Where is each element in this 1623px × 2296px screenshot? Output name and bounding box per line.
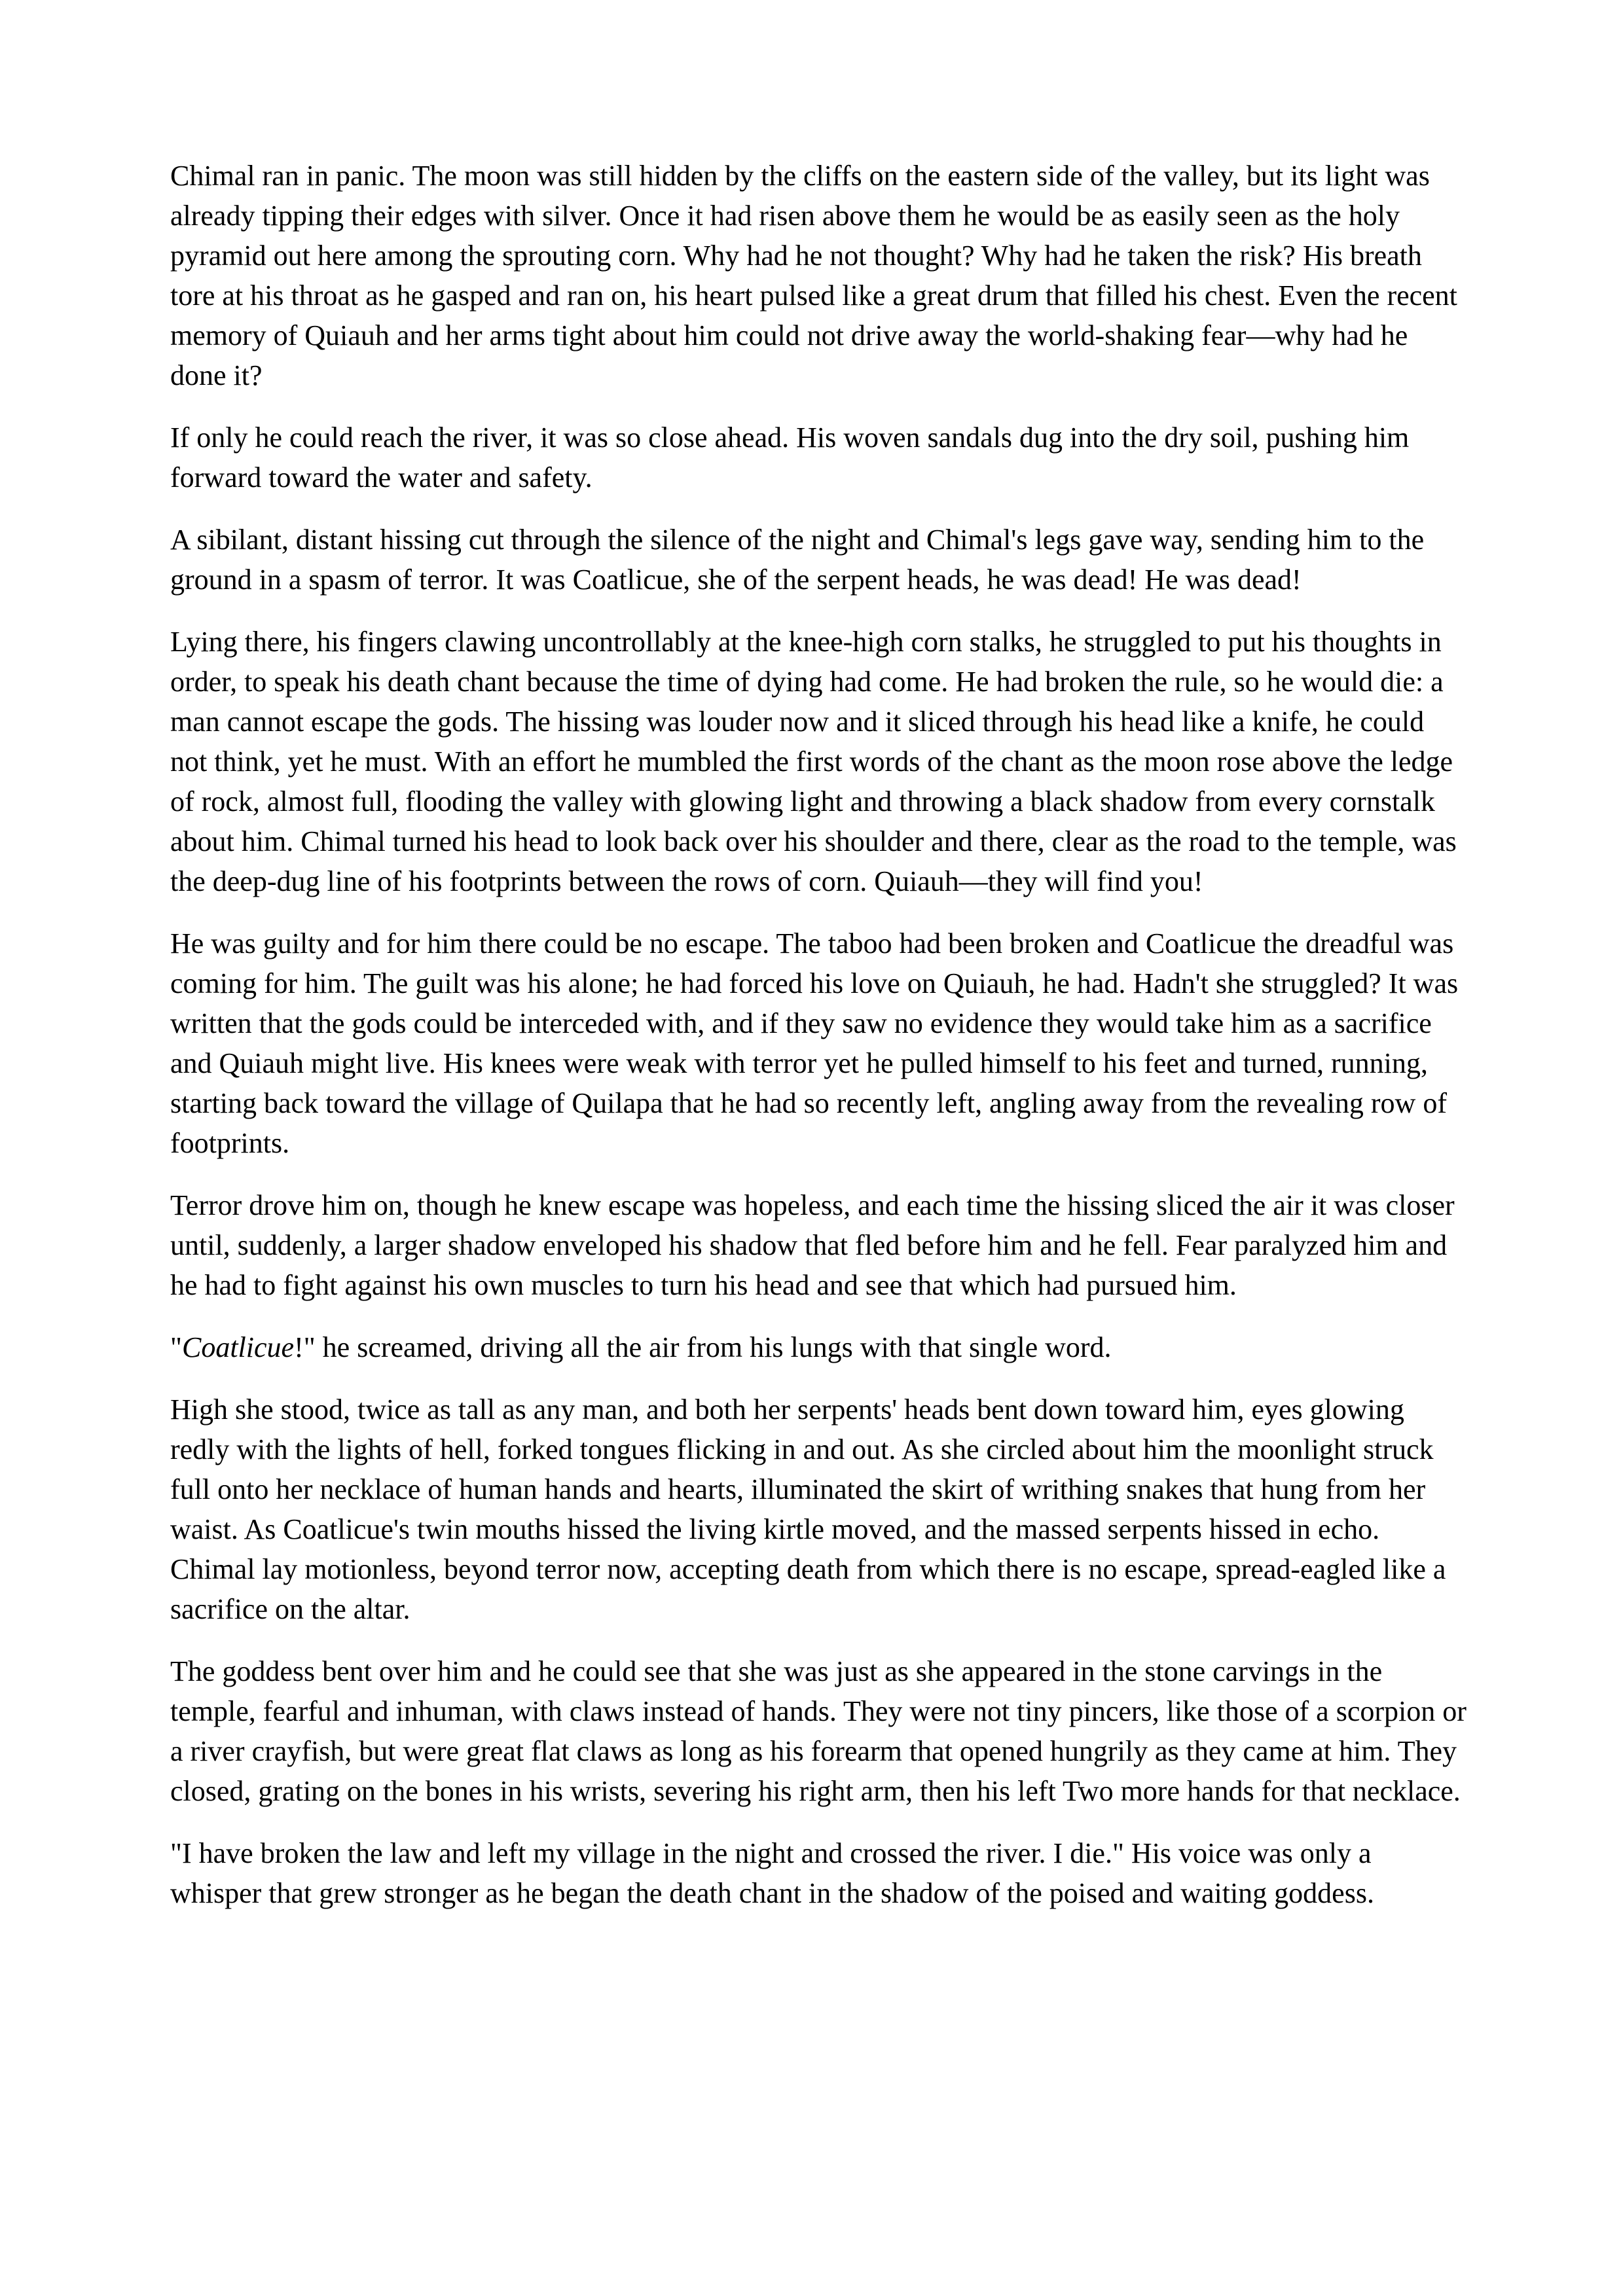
- quote-open: ": [170, 1331, 182, 1363]
- paragraph-10: "I have broken the law and left my village in the night and crossed the river. I die." His voice was only a whisper that grew stronger as he began the death chant in the shadow of the poised and waiting goddess.: [170, 1837, 1374, 1909]
- paragraph-3: A sibilant, distant hissing cut through the silence of the night and Chimal's legs gave way, sending him to the ground in a spasm of terror. It was Coatlicue, she of the serpent heads, he was dead! He was dead!: [170, 524, 1425, 596]
- text-block: [170, 156, 1467, 1935]
- quote-rest: !" he screamed, driving all the air from his lungs with that single word.: [294, 1331, 1112, 1363]
- paragraph-9: The goddess bent over him and he could see that she was just as she appeared in the stone carvings in the temple, fearful and inhuman, with claws instead of hands. They were not tiny pincers, like those of a scorpion or a river crayfish, but were great flat claws as long as his forearm that opened hungrily as they came at him. They closed, grating on the bones in his wrists, severing his right arm, then his left Two more hands for that necklace.: [170, 1655, 1467, 1807]
- paragraph-8: High she stood, twice as tall as any man, and both her serpents' heads bent down toward him, eyes glowing redly with the lights of hell, forked tongues flicking in and out. As she circled about him the moonlight struck full onto her necklace of human hands and hearts, illuminated the skirt of writhing snakes that hung from her waist. As Coatlicue's twin mouths hissed the living kirtle moved, and the massed serpents hissed in echo. Chimal lay motionless, beyond terror now, accepting death from which there is no escape, spread-eagled like a sacrifice on the altar.: [170, 1393, 1446, 1625]
- paragraph-4: Lying there, his fingers clawing uncontrollably at the knee-high corn stalks, he struggled to put his thoughts in order, to speak his death chant because the time of dying had come. He had broken the rule, so he would die: a man cannot escape the gods. The hissing was louder now and it sliced through his head like a knife, he could not think, yet he must. With an effort he mumbled the first words of the chant as the moon rose above the ledge of rock, almost full, flooding the valley with glowing light and throwing a black shadow from every cornstalk about him. Chimal turned his head to look back over his shoulder and there, clear as the road to the temple, was the deep-dug line of his footprints between the rows of corn. Quiauh—they will find you!: [170, 626, 1457, 897]
- paragraph-7: [170, 1327, 1467, 1367]
- paragraph-6: Terror drove him on, though he knew escape was hopeless, and each time the hissing sliced the air it was closer until, suddenly, a larger shadow enveloped his shadow that fled before him and he fell. Fear paralyzed him and he had to fight against his own muscles to turn his head and see that which had pursued him.: [170, 1189, 1455, 1301]
- paragraph-1: Chimal ran in panic. The moon was still hidden by the cliffs on the eastern side of the valley, but its light was already tipping their edges with silver. Once it had risen above them he would be as easily seen as the holy pyramid out here among the sprouting corn. Why had he not thought? Why had he taken the risk? His breath tore at his throat as he gasped and ran on, his heart pulsed like a great drum that filled his chest. Even the recent memory of Quiauh and her arms tight about him could not drive away the world-shaking fear—why had he done it?: [170, 160, 1457, 391]
- italic-word-coatlicue: Coatlicue: [181, 1331, 295, 1363]
- paragraph-5: He was guilty and for him there could be no escape. The taboo had been broken and Coatlicue the dreadful was coming for him. The guilt was his alone; he had forced his love on Quiauh, he had. Hadn't she struggled? It was written that the gods could be interceded with, and if they saw no evidence they would take him as a sacrifice and Quiauh might live. His knees were weak with terror yet he pulled himself to his feet and turned, running, starting back toward the village of Quilapa that he had so recently left, angling away from the revealing row of footprints.: [170, 927, 1459, 1159]
- paragraph-2: If only he could reach the river, it was so close ahead. His woven sandals dug into the dry soil, pushing him forward toward the water and safety.: [170, 422, 1410, 493]
